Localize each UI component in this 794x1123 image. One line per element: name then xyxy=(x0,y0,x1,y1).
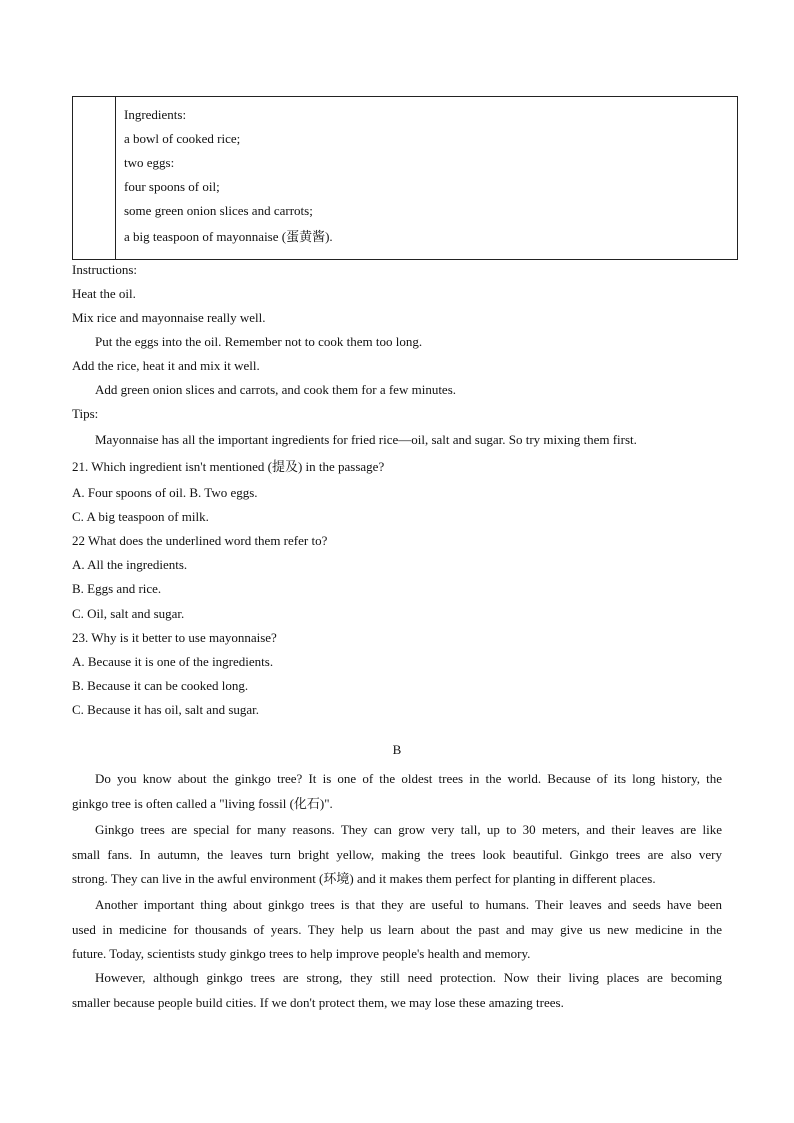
paragraph-line: small fans. In autumn, the leaves turn bright yellow, making the trees look beautiful. Ginkgo trees are also very xyxy=(72,846,722,862)
instruction-step: Add the rice, heat it and mix it well. xyxy=(72,358,260,373)
question-stem: 21. Which ingredient isn't mentioned (提及) in the passage? xyxy=(72,459,385,474)
question-option: A. All the ingredients. xyxy=(72,557,188,572)
tips-heading: Tips: xyxy=(72,406,99,421)
paragraph-line: Do you know about the ginkgo tree? It is one of the oldest trees in the world. Because of its long history, the xyxy=(95,771,722,786)
passage-paragraph xyxy=(72,966,722,1015)
paragraph-line: future. Today, scientists study ginkgo trees to help improve people's health and memory. xyxy=(72,946,531,961)
instructions-heading: Instructions: xyxy=(72,262,137,277)
question-option: A. Because it is one of the ingredients. xyxy=(72,654,274,669)
paragraph-line: used in medicine for thousands of years. They help us learn about the past and may give us new medicine in the xyxy=(72,921,722,937)
instruction-step: Put the eggs into the oil. Remember not to cook them too long. xyxy=(95,334,423,349)
paragraph-line: smaller because people build cities. If we don't protect them, we may lose these amazing trees. xyxy=(72,994,564,1010)
question-option: C. Because it has oil, salt and sugar. xyxy=(72,702,260,717)
instruction-step: Heat the oil. xyxy=(72,286,136,301)
ingredients-cell xyxy=(124,103,333,249)
paragraph-line: Another important thing about ginkgo trees is that they are useful to humans. Their leaves and seeds have been xyxy=(95,897,722,912)
question-option: C. Oil, salt and sugar. xyxy=(72,606,185,621)
passage-paragraph xyxy=(72,767,722,816)
question-stem: 22 What does the underlined word them refer to? xyxy=(72,533,328,548)
ingredient-item: four spoons of oil; xyxy=(124,179,220,194)
question-option: A. Four spoons of oil. B. Two eggs. xyxy=(72,485,258,500)
ingredients-heading: Ingredients: xyxy=(124,107,187,122)
paragraph-line: However, although ginkgo trees are strong, they still need protection. Now their living places are becoming xyxy=(95,970,722,985)
instruction-step: Mix rice and mayonnaise really well. xyxy=(72,310,266,325)
paragraph-line: Ginkgo trees are special for many reasons. They can grow very tall, up to 30 meters, and their leaves are like xyxy=(95,822,722,837)
question-stem: 23. Why is it better to use mayonnaise? xyxy=(72,630,277,645)
ingredient-item: a bowl of cooked rice; xyxy=(124,131,241,146)
question-option: C. A big teaspoon of milk. xyxy=(72,509,209,524)
question-option: B. Because it can be cooked long. xyxy=(72,678,249,693)
ingredients-table xyxy=(72,96,738,260)
ingredient-item: some green onion slices and carrots; xyxy=(124,203,313,218)
passage-paragraph xyxy=(72,893,722,967)
question-option: B. Eggs and rice. xyxy=(72,581,162,596)
paragraph-line: strong. They can live in the awful environment (环境) and it makes them perfect for planting in different places. xyxy=(72,871,656,886)
tips-text: Mayonnaise has all the important ingredients for fried rice—oil, salt and sugar. So try mixing them first. xyxy=(95,432,637,447)
ingredient-item: a big teaspoon of mayonnaise (蛋黄酱). xyxy=(124,229,333,244)
paragraph-line: ginkgo tree is often called a "living fossil (化石)". xyxy=(72,795,333,811)
instruction-step: Add green onion slices and carrots, and cook them for a few minutes. xyxy=(95,382,457,397)
table-left-cell xyxy=(73,97,116,259)
section-label: B xyxy=(392,742,402,757)
passage-paragraph xyxy=(72,818,722,892)
ingredient-item: two eggs: xyxy=(124,155,175,170)
